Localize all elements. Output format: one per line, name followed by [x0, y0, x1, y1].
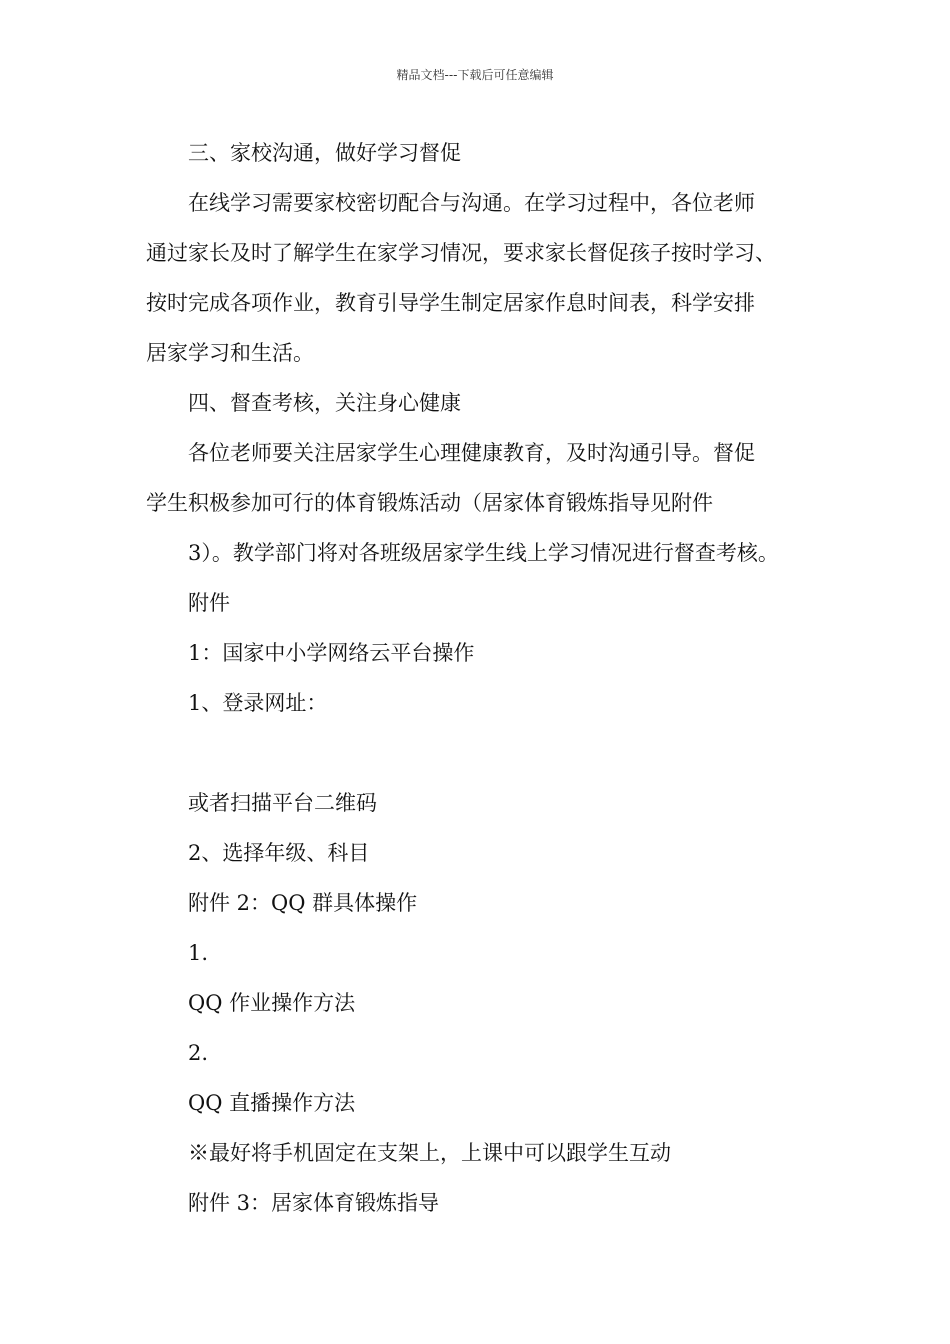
paragraph-line: 居家学习和生活。 [146, 341, 314, 365]
tip-note: ※最好将手机固定在支架上，上课中可以跟学生互动 [188, 1141, 671, 1165]
list-number-2: 2. [188, 1041, 209, 1065]
paragraph-line: 在线学习需要家校密切配合与沟通。在学习过程中，各位老师 [188, 191, 755, 215]
section-heading-4: 四、督查考核，关注身心健康 [188, 391, 461, 415]
document-body [146, 128, 826, 1228]
paragraph-line: 按时完成各项作业，教育引导学生制定居家作息时间表，科学安排 [146, 291, 755, 315]
paragraph-line: 通过家长及时了解学生在家学习情况，要求家长督促孩子按时学习、 [146, 241, 776, 265]
attachment-heading: 附件 [188, 591, 230, 615]
attachment-2-title: 附件 2：QQ 群具体操作 [188, 891, 418, 915]
blank-line [146, 728, 826, 778]
qq-live-method: QQ 直播操作方法 [188, 1091, 356, 1115]
list-number-1: 1. [188, 941, 209, 965]
login-url-label: 1、登录网址： [188, 691, 328, 715]
section-heading-3: 三、家校沟通，做好学习督促 [188, 141, 461, 165]
paragraph-line: 3）。教学部门将对各班级居家学生线上学习情况进行督查考核。 [188, 541, 779, 565]
qr-code-instruction: 或者扫描平台二维码 [188, 791, 377, 815]
qq-homework-method: QQ 作业操作方法 [188, 991, 356, 1015]
paragraph-line: 学生积极参加可行的体育锻炼活动（居家体育锻炼指导见附件 [146, 491, 713, 515]
paragraph-line: 各位老师要关注居家学生心理健康教育，及时沟通引导。督促 [188, 441, 755, 465]
page-header: 精品文档---下载后可任意编辑 [396, 68, 554, 82]
attachment-3-title: 附件 3：居家体育锻炼指导 [188, 1191, 440, 1215]
select-grade-step: 2、选择年级、科目 [188, 841, 370, 865]
attachment-1-title: 1：国家中小学网络云平台操作 [188, 641, 475, 665]
